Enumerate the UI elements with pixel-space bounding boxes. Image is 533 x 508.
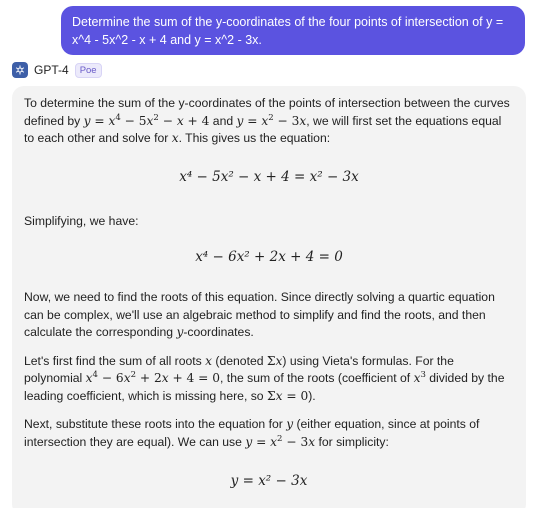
text-segment: ) using Vieta's formulas. For the polynomial	[24, 353, 454, 385]
text-segment: (either equation, since at points of intersection they are equal). We can use	[24, 417, 480, 449]
openai-logo-icon[interactable]	[12, 62, 28, 78]
inline-math: =	[90, 113, 109, 128]
inline-math: 2	[130, 369, 136, 380]
inline-math: =	[243, 113, 262, 128]
text-segment: , we will first set the equations equal to each other and solve for	[24, 113, 502, 145]
inline-math: x	[171, 131, 179, 145]
inline-math: x	[146, 113, 154, 128]
inline-math: x	[299, 113, 307, 128]
display-equation-2: x⁴ − 6x² + 2x + 4 = 0	[195, 248, 343, 265]
bot-header	[12, 61, 102, 79]
text-segment: (denoted	[212, 353, 267, 368]
inline-math: x	[261, 113, 269, 128]
text-segment: To determine the sum of the y-coordinates of the points of intersection between the curves defined by	[24, 96, 510, 128]
display-equation-1: x⁴ − 5x² − x + 4 = x² − 3x	[179, 168, 359, 185]
inline-math: −	[158, 113, 177, 128]
inline-math: x	[108, 113, 116, 128]
text-segment: and	[209, 113, 237, 128]
response-paragraph-1	[24, 95, 514, 148]
text-segment: divided by the leading coefficient, which is missing here, so	[24, 371, 505, 403]
inline-math: − 6	[97, 371, 124, 385]
inline-math: x	[176, 113, 184, 128]
inline-math: y	[176, 325, 184, 339]
inline-math: 2	[153, 112, 159, 123]
inline-math: x	[123, 371, 131, 385]
response-paragraph-3	[24, 289, 514, 342]
inline-math: + 4 = 0	[168, 371, 221, 385]
response-paragraph-2: Simplifying, we have:	[24, 214, 139, 228]
inline-math: x	[205, 353, 213, 368]
inline-math: = 0	[282, 388, 309, 403]
text-segment: -coordinates.	[183, 325, 254, 339]
inline-math: x	[161, 371, 169, 385]
inline-math: 2	[277, 433, 283, 444]
inline-math: =	[252, 434, 271, 449]
inline-math: − 5	[120, 113, 147, 128]
inline-math: − 3	[273, 113, 300, 128]
inline-math: y	[286, 417, 294, 431]
inline-math: y	[83, 113, 91, 128]
inline-math: + 2	[136, 371, 162, 385]
text-segment: Next, substitute these roots into the equation for	[24, 417, 287, 431]
inline-math: 2	[268, 112, 274, 123]
inline-math: x	[308, 434, 316, 449]
text-segment: ).	[308, 388, 316, 403]
bot-platform-badge: Poe	[75, 63, 102, 78]
inline-math: 4	[115, 112, 121, 123]
inline-math: x	[275, 388, 283, 403]
inline-math: x	[413, 371, 421, 385]
inline-math: + 4	[183, 113, 210, 128]
inline-math: Σ	[266, 353, 276, 368]
text-segment: Now, we need to find the roots of this equation. Since directly solving a quartic equation can be complex, we'll use an algebraic method to simplify and find the roots, and then calculate the corresponding	[24, 290, 495, 339]
user-message-line-2: x^4 - 5x^2 - x + 4 and y = x^2 - 3x.	[72, 33, 262, 47]
response-paragraph-5	[24, 416, 514, 451]
text-segment: Let's first find the sum of all roots	[24, 353, 206, 368]
inline-math: 4	[92, 369, 98, 380]
text-segment: . This gives us the equation:	[178, 131, 331, 145]
inline-math: x	[85, 371, 93, 385]
response-paragraph-4	[24, 353, 514, 406]
bot-message-bubble	[12, 86, 526, 508]
user-message-bubble	[61, 6, 525, 55]
inline-math: x	[270, 434, 278, 449]
text-segment: for simplicity:	[315, 434, 389, 449]
inline-math: y	[245, 434, 253, 449]
inline-math: y	[236, 113, 244, 128]
bot-name[interactable]: GPT-4	[34, 63, 69, 77]
inline-math: x	[275, 353, 283, 368]
display-equation-3: y = x² − 3x	[230, 473, 308, 489]
inline-math: − 3	[282, 434, 309, 449]
text-segment: , the sum of the roots (coefficient of	[220, 371, 414, 385]
inline-math: Σ	[266, 388, 276, 403]
user-message-line-1: Determine the sum of the y-coordinates of the four points of intersection of y =	[72, 15, 504, 29]
inline-math: 3	[420, 369, 426, 380]
